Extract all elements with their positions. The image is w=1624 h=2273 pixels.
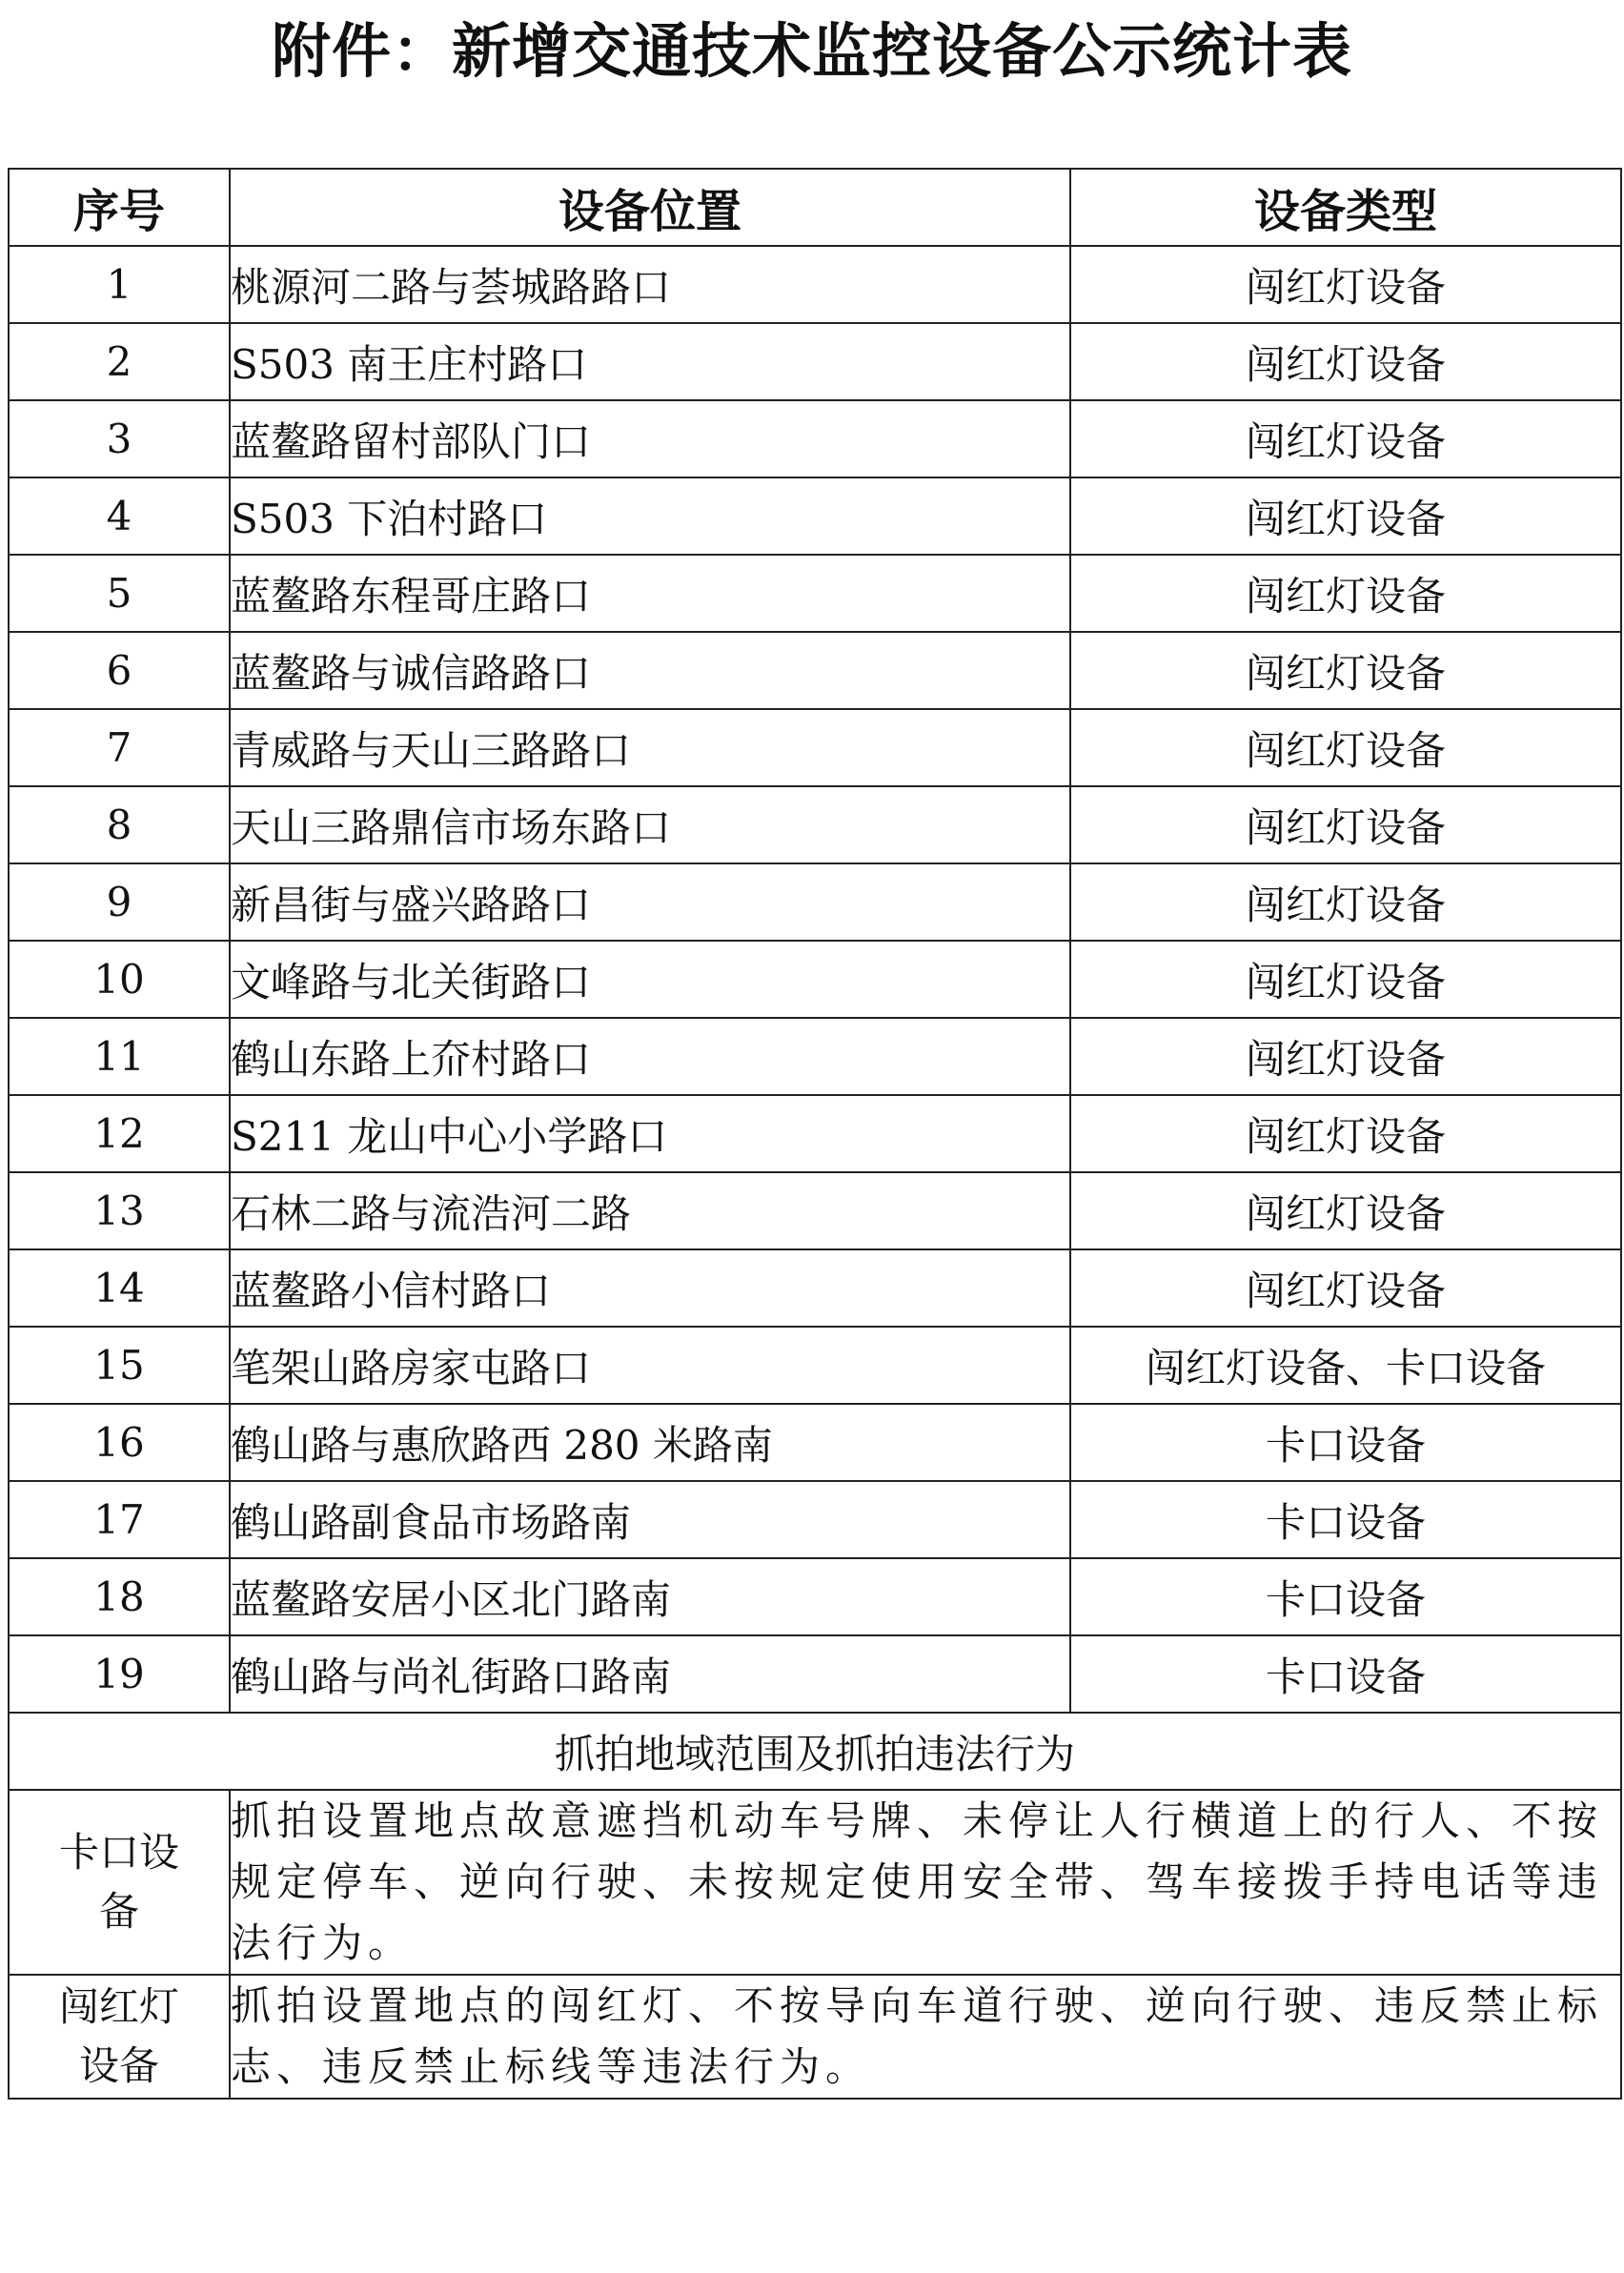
legend-label xyxy=(9,1790,230,1975)
table-row xyxy=(9,477,1621,555)
row-no: 1 xyxy=(9,246,230,323)
row-location: 蓝鳌路与诚信路路口 xyxy=(230,632,1070,709)
page-title: 附件：新增交通技术监控设备公示统计表 xyxy=(271,16,1352,86)
header-type: 设备类型 xyxy=(1070,169,1621,246)
row-type: 闯红灯设备 xyxy=(1070,1249,1621,1327)
legend-description: 抓拍设置地点的闯红灯、不按导向车道行驶、逆向行驶、违反禁止标志、违反禁止标线等违法行为。 xyxy=(230,1975,1621,2099)
row-location: 文峰路与北关街路口 xyxy=(230,941,1070,1018)
table-row xyxy=(9,1249,1621,1327)
row-location: 蓝鳌路小信村路口 xyxy=(230,1249,1070,1327)
table-row xyxy=(9,323,1621,400)
row-location: 桃源河二路与荟城路路口 xyxy=(230,246,1070,323)
section-row xyxy=(9,1713,1621,1790)
row-type: 闯红灯设备 xyxy=(1070,632,1621,709)
row-no: 17 xyxy=(9,1481,230,1558)
row-no: 10 xyxy=(9,941,230,1018)
table-row xyxy=(9,1635,1621,1713)
row-location: 鹤山东路上夼村路口 xyxy=(230,1018,1070,1095)
row-no: 9 xyxy=(9,863,230,941)
row-type: 卡口设备 xyxy=(1070,1558,1621,1635)
row-location: 鹤山路与尚礼街路口路南 xyxy=(230,1635,1070,1713)
row-location: 青威路与天山三路路口 xyxy=(230,709,1070,786)
row-type: 闯红灯设备 xyxy=(1070,1172,1621,1249)
row-type: 卡口设备 xyxy=(1070,1404,1621,1481)
row-type: 闯红灯设备 xyxy=(1070,477,1621,555)
header-location: 设备位置 xyxy=(230,169,1070,246)
section-title: 抓拍地域范围及抓拍违法行为 xyxy=(9,1713,1621,1790)
row-type: 闯红灯设备 xyxy=(1070,246,1621,323)
table-row xyxy=(9,1558,1621,1635)
table-row xyxy=(9,632,1621,709)
row-location: 蓝鳌路安居小区北门路南 xyxy=(230,1558,1070,1635)
table-row xyxy=(9,1095,1621,1172)
row-no: 14 xyxy=(9,1249,230,1327)
table-row xyxy=(9,1018,1621,1095)
row-no: 16 xyxy=(9,1404,230,1481)
header-no: 序号 xyxy=(9,169,230,246)
row-type: 闯红灯设备 xyxy=(1070,323,1621,400)
legend-label xyxy=(9,1975,230,2099)
row-no: 3 xyxy=(9,400,230,477)
row-type: 闯红灯设备、卡口设备 xyxy=(1070,1327,1621,1404)
row-no: 4 xyxy=(9,477,230,555)
table-row xyxy=(9,555,1621,632)
row-no: 5 xyxy=(9,555,230,632)
row-type: 闯红灯设备 xyxy=(1070,786,1621,863)
legend-label-line: 设备 xyxy=(78,2042,159,2089)
row-location: S503 下泊村路口 xyxy=(230,477,1070,555)
legend-label-line: 闯红灯 xyxy=(58,1983,179,2030)
table-row xyxy=(9,1327,1621,1404)
row-no: 6 xyxy=(9,632,230,709)
row-location: 天山三路鼎信市场东路口 xyxy=(230,786,1070,863)
row-location: S503 南王庄村路口 xyxy=(230,323,1070,400)
table-header-row xyxy=(9,169,1621,246)
row-location: 蓝鳌路东程哥庄路口 xyxy=(230,555,1070,632)
table-row xyxy=(9,709,1621,786)
legend-row xyxy=(9,1790,1621,1975)
row-type: 闯红灯设备 xyxy=(1070,555,1621,632)
table-row xyxy=(9,1172,1621,1249)
row-no: 7 xyxy=(9,709,230,786)
row-type: 闯红灯设备 xyxy=(1070,400,1621,477)
row-no: 12 xyxy=(9,1095,230,1172)
table-row xyxy=(9,1404,1621,1481)
row-location: 石林二路与流浩河二路 xyxy=(230,1172,1070,1249)
row-no: 13 xyxy=(9,1172,230,1249)
device-table xyxy=(8,168,1622,2100)
row-no: 18 xyxy=(9,1558,230,1635)
row-type: 卡口设备 xyxy=(1070,1635,1621,1713)
row-location: 鹤山路副食品市场路南 xyxy=(230,1481,1070,1558)
row-location: 蓝鳌路留村部队门口 xyxy=(230,400,1070,477)
row-location: S211 龙山中心小学路口 xyxy=(230,1095,1070,1172)
row-location: 鹤山路与惠欣路西 280 米路南 xyxy=(230,1404,1070,1481)
table-row xyxy=(9,863,1621,941)
row-type: 闯红灯设备 xyxy=(1070,709,1621,786)
table-row xyxy=(9,941,1621,1018)
table-row xyxy=(9,246,1621,323)
legend-description: 抓拍设置地点故意遮挡机动车号牌、未停让人行横道上的行人、不按规定停车、逆向行驶、未按规定使用安全带、驾车接拨手持电话等违法行为。 xyxy=(230,1790,1621,1975)
row-no: 19 xyxy=(9,1635,230,1713)
row-type: 闯红灯设备 xyxy=(1070,1095,1621,1172)
legend-row xyxy=(9,1975,1621,2099)
legend-label-line: 卡口设 xyxy=(58,1829,179,1876)
table-row xyxy=(9,1481,1621,1558)
row-type: 闯红灯设备 xyxy=(1070,863,1621,941)
row-no: 15 xyxy=(9,1327,230,1404)
row-type: 卡口设备 xyxy=(1070,1481,1621,1558)
row-location: 新昌街与盛兴路路口 xyxy=(230,863,1070,941)
legend-label-line: 备 xyxy=(98,1888,139,1935)
row-type: 闯红灯设备 xyxy=(1070,1018,1621,1095)
row-location: 笔架山路房家屯路口 xyxy=(230,1327,1070,1404)
row-no: 8 xyxy=(9,786,230,863)
table-row xyxy=(9,400,1621,477)
row-no: 11 xyxy=(9,1018,230,1095)
row-no: 2 xyxy=(9,323,230,400)
table-row xyxy=(9,786,1621,863)
row-type: 闯红灯设备 xyxy=(1070,941,1621,1018)
